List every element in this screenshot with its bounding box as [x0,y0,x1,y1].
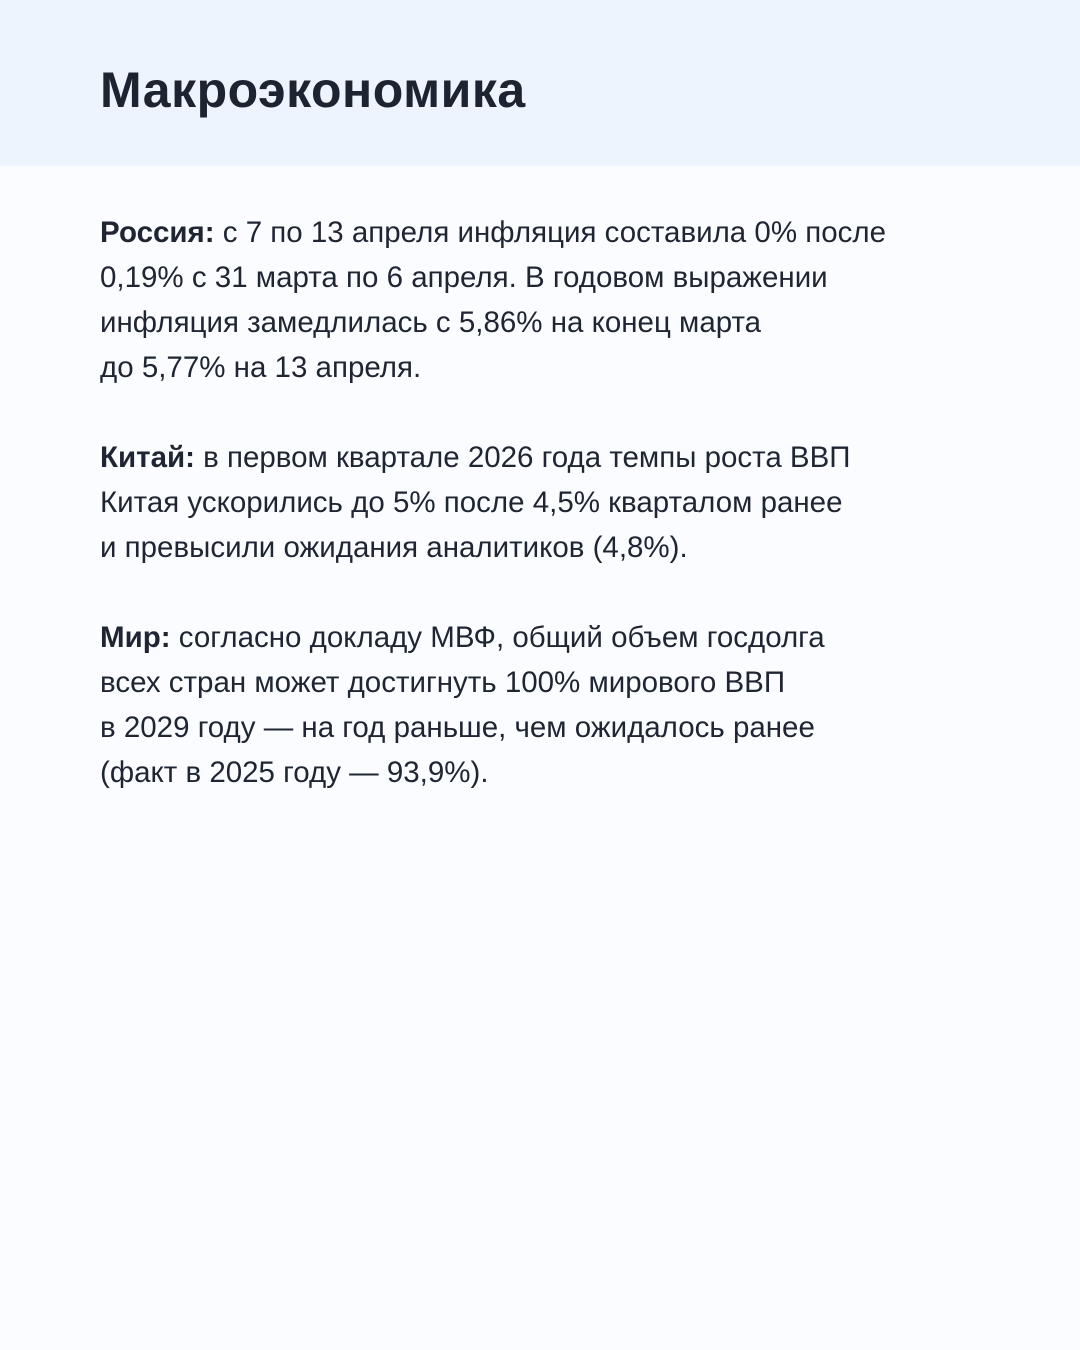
section-first-line [100,435,980,480]
section-text: с 7 по 13 апреля инфляция составила 0% после [214,216,886,249]
section-text-line: всех стран может достигнуть 100% мирового ВВП [100,666,786,699]
section-text-line: 0,19% с 31 марта по 6 апреля. В годовом выражении [100,261,828,294]
section-text-line: до 5,77% на 13 апреля. [100,351,422,384]
page-title: Макроэкономика [100,62,526,118]
section-label: Мир: [100,621,171,654]
section-label: Россия: [100,216,215,249]
section-text: в первом квартале 2026 года темпы роста ВВП [194,441,851,474]
section-text: согласно докладу МВФ, общий объем госдолга [170,621,825,654]
section-text-line: Китая ускорились до 5% после 4,5% кварталом ранее [100,486,843,519]
section-russia [100,210,980,390]
news-content [100,210,980,840]
header-banner [0,0,1080,166]
section-world [100,615,980,795]
section-first-line [100,210,980,255]
section-text-line: (факт в 2025 году — 93,9%). [100,756,489,789]
section-text-line: в 2029 году — на год раньше, чем ожидалось ранее [100,711,815,744]
section-text-line: и превысили ожидания аналитиков (4,8%). [100,531,688,564]
section-first-line [100,615,980,660]
section-text-line: инфляция замедлилась с 5,86% на конец марта [100,306,762,339]
section-china [100,435,980,570]
section-label: Китай: [100,441,195,474]
